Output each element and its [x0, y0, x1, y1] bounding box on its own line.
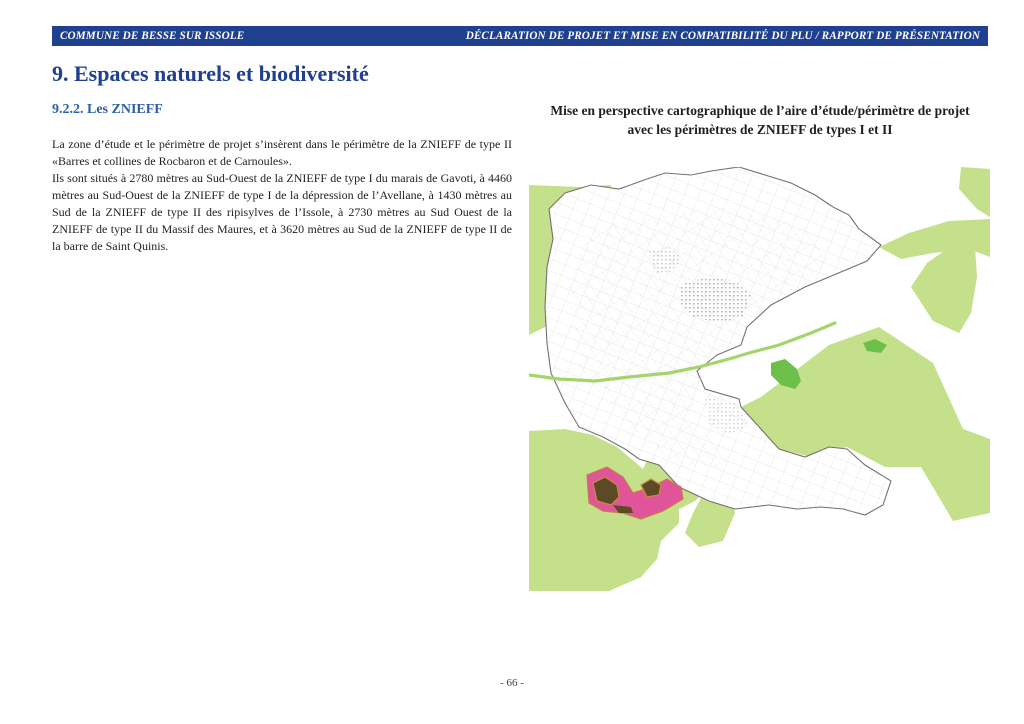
section-title: 9. Espaces naturels et biodiversité [52, 61, 369, 86]
header-bar [52, 26, 988, 46]
znieff-map [529, 167, 990, 591]
header-document-title: DÉCLARATION DE PROJET ET MISE EN COMPATIBILITÉ DU PLU / RAPPORT DE PRÉSENTATION [465, 30, 980, 42]
paragraph-distances: Ils sont situés à 2780 mètres au Sud-Ouest de la ZNIEFF de type I du marais de Gavoti, à 4460 mètres au Sud-Ouest de la ZNIEFF de type I de la dépression de l’Avellane, à 1430 mètres au Sud de la ZNIEFF de type II des ripisylves de l’Issole, à 2730 mètres au Sud Ouest de la ZNIEFF de type II du Massif des Maures, et à 3620 mètres au Sud de la ZNIEFF de type II de la barre de Saint Quinis. [52, 171, 512, 253]
header-commune: COMMUNE DE BESSE SUR ISSOLE [60, 30, 245, 42]
subsection-title: 9.2.2. Les ZNIEFF [52, 102, 163, 117]
map-title [530, 101, 990, 139]
map-title-line-2: avec les périmètres de ZNIEFF de types I et II [627, 122, 893, 137]
map-title-line-1: Mise en perspective cartographique de l’aire d’étude/périmètre de projet [550, 103, 970, 118]
page-number: - 66 - [500, 677, 524, 689]
body-text [52, 136, 512, 255]
paragraph-intro: La zone d’étude et le périmètre de projet s’insèrent dans le périmètre de la ZNIEFF de type II «Barres et collines de Rocbaron et de Carnoules». [52, 137, 512, 168]
